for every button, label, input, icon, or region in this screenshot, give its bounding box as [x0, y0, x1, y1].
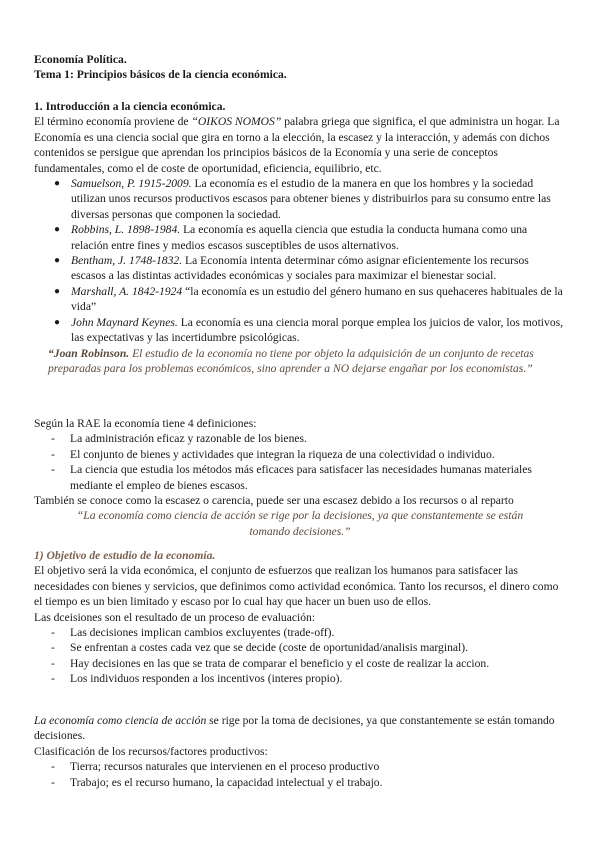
action-italic: La economía como ciencia de acción: [34, 714, 207, 727]
bullet-icon: ●: [54, 316, 61, 328]
dash-icon: -: [51, 641, 55, 655]
dash-icon: -: [51, 775, 55, 789]
scarcity-text: También se conoce como la escasez o carencia, puede ser una escasez debido a los recursos o al reparto: [34, 494, 514, 508]
definition-author: John Maynard Keynes.: [71, 315, 178, 329]
decision-item: [34, 625, 566, 640]
robinson-author: “Joan Robinson.: [48, 346, 130, 360]
decision-item: [34, 671, 566, 686]
bullet-icon: ●: [54, 224, 61, 236]
section-1-title: 1. Introducción a la ciencia económica.: [34, 100, 226, 113]
decisions-intro: Las dceisiones son el resultado de un proceso de evaluación:: [34, 610, 316, 624]
intro-text-a: El término economía proviene de: [34, 115, 192, 129]
rae-item-text: La ciencia que estudia los métodos más eficaces para satisfacer las necesidades humanas materiales mediante el empleo de bienes escasos.: [70, 463, 532, 492]
section-objective: [34, 548, 566, 687]
dash-icon: -: [51, 432, 55, 446]
definition-item: [34, 222, 566, 253]
section-introduction: [34, 99, 566, 376]
definition-item: [34, 253, 566, 284]
factor-text: Trabajo; es el recurso humano, la capacidad intelectual y el trabajo.: [70, 775, 383, 789]
rae-item-text: El conjunto de bienes y actividades que integran la riqueza de una colectividad o individuo.: [70, 447, 495, 461]
topic-title: Tema 1: Principios básicos de la ciencia económica.: [34, 68, 287, 82]
robinson-quote: [34, 346, 566, 377]
dash-icon: -: [51, 447, 55, 461]
factor-text: Tierra; recursos naturales que intervienen en el proceso productivo: [70, 760, 380, 774]
definition-item: [34, 284, 566, 315]
dash-icon: -: [51, 626, 55, 640]
objective-paragraph: El objetivo será la vida económica, el conjunto de esfuerzos que realizan los humanos para satisfacer las necesidades con bienes y servicios, que definimos como actividad económica. Tanto los recursos, el dinero como el tiempo es un bien limitado y escaso por lo cual hay que hacer un buen uso de ellos.: [34, 564, 559, 609]
factors-list: [34, 759, 566, 790]
action-paragraph: [34, 713, 566, 744]
section-action: [34, 713, 566, 790]
document-header: [34, 52, 566, 83]
rae-list: [34, 431, 566, 493]
decisions-list: [34, 625, 566, 687]
definition-item: [34, 176, 566, 222]
factor-item: [34, 775, 566, 790]
definition-text: La economía es una ciencia moral porque emplea los juicios de valor, los motivos, las expectativas y las incertidumbre psicológicas.: [71, 315, 564, 345]
definition-text: La Economía intenta determinar cómo asignar eficientemente los recursos escasos a las distintas actividades económicas y sociales para maximizar el bienestar social.: [71, 254, 529, 283]
intro-text-b: palabra griega que significa, el que administra un hogar. La Economía es una ciencia social que gira en torno a la elección, la escasez y la interacción, y además con dichos contenidos se persigue que aprendan los principios básicos de la Economía y una serie de conceptos fundamentales, como el de coste de oportunidad, eficiencia, equilibrio, etc.: [34, 115, 560, 175]
action-rest: se rige por la toma de decisiones, ya que constantemente se están tomando decisiones.: [34, 714, 555, 743]
definition-item: [34, 315, 566, 346]
decision-text: Las decisiones implican cambios excluyentes (trade-off).: [70, 626, 335, 640]
subject-title: Economía Política.: [34, 53, 127, 66]
decision-text: Los individuos responden a los incentivos (interes propio).: [70, 672, 343, 686]
bullet-icon: ●: [54, 255, 61, 267]
robinson-text: El estudio de la economía no tiene por objeto la adquisición de un conjunto de recetas preparadas para los problemas económicos, sino aprender a NO dejarse engañar por los economistas.”: [48, 346, 534, 375]
rae-item-text: La administración eficaz y razonable de los bienes.: [70, 432, 307, 446]
bullet-icon: ●: [54, 285, 61, 297]
section-rae: [34, 416, 566, 539]
definition-text: La economía es el estudio de la manera en que los hombres y la sociedad utilizan unos recursos productivos escasos para obtener bienes y distribuirlos para su consumo entre las diversas personas que componen la sociedad.: [71, 177, 551, 221]
dash-icon: -: [51, 463, 55, 477]
definitions-list: [34, 176, 566, 345]
definition-text: La economía es aquella ciencia que estudia la conducta humana como una relación entre fines y medios escasos susceptibles de usos alternativos.: [71, 223, 528, 252]
dash-icon: -: [51, 656, 55, 670]
definition-author: Marshall, A. 1842-1924: [71, 284, 183, 298]
factor-item: [34, 759, 566, 774]
decision-quote: “La economía como ciencia de acción se rige por la decisiones, ya que constantemente se están tomando decisiones.”: [76, 509, 524, 538]
decision-text: Hay decisiones en las que se trata de comparar el beneficio y el coste de realizar la accion.: [70, 656, 490, 670]
definition-text: “la economía es un estudio del género humano en sus quehaceres habituales de la vida”: [71, 284, 563, 314]
dash-icon: -: [51, 672, 55, 686]
intro-paragraph: [34, 114, 566, 176]
rae-intro: Según la RAE la economía tiene 4 definiciones:: [34, 417, 257, 430]
decision-item: [34, 656, 566, 671]
definition-author: Robbins, L. 1898-1984.: [71, 223, 181, 237]
rae-item: [34, 462, 566, 493]
bullet-icon: ●: [54, 178, 61, 190]
dash-icon: -: [51, 760, 55, 774]
classification-intro: Clasificación de los recursos/factores productivos:: [34, 744, 268, 758]
decision-text: Se enfrentan a costes cada vez que se decide (coste de oportunidad/analisis marginal).: [70, 641, 469, 655]
rae-item: [34, 431, 566, 446]
oikos-nomos-term: “OIKOS NOMOS”: [191, 115, 282, 129]
definition-author: Samuelson, P. 1915-2009.: [71, 177, 192, 191]
objective-title: 1) Objetivo de estudio de la economía.: [34, 549, 216, 562]
rae-item: [34, 447, 566, 462]
decision-item: [34, 640, 566, 655]
definition-author: Bentham, J. 1748-1832.: [71, 254, 183, 268]
